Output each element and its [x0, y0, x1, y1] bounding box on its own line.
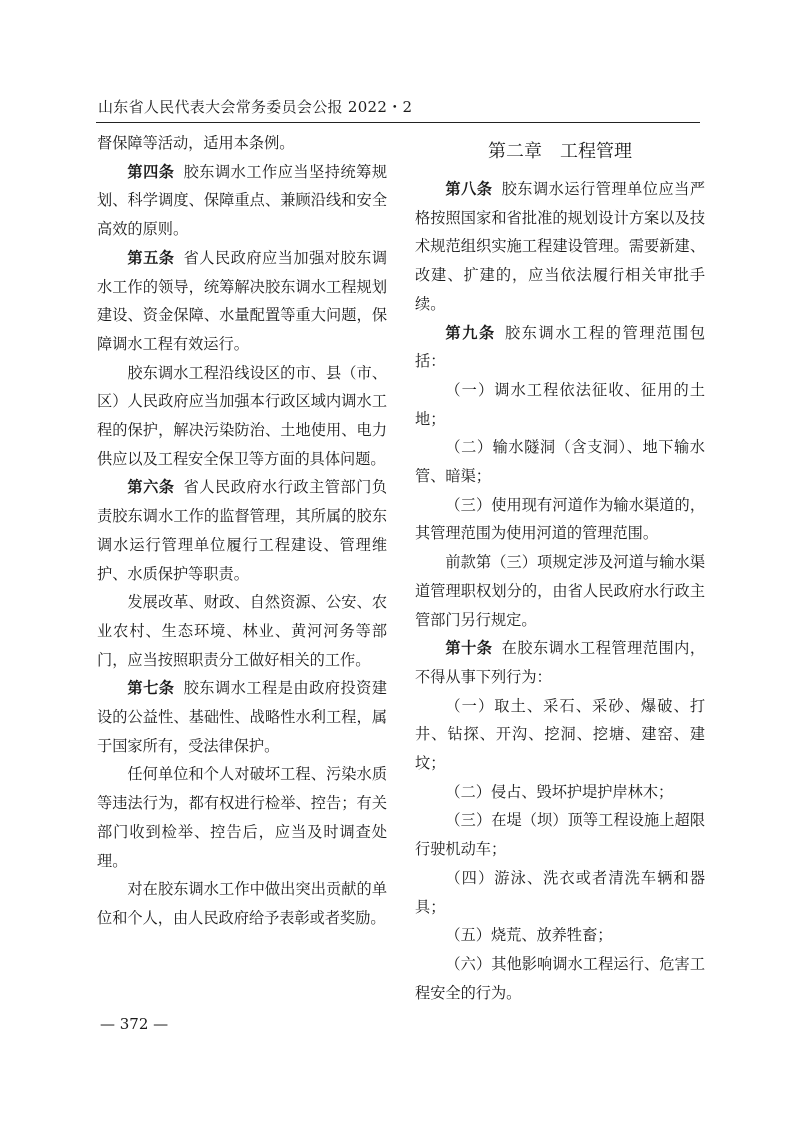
paragraph: [415, 634, 705, 691]
paragraph: [415, 921, 705, 950]
paragraph-text: 在胶东调水工程管理范围内，不得从事下列行为：: [415, 639, 705, 686]
paragraph: [415, 376, 705, 433]
paragraph-text: 前款第（三）项规定涉及河道与输水渠道管理职权划分的，由省人民政府水行政主管部门另行规定。: [415, 553, 705, 629]
paragraph-text: （二）输水隧洞（含支洞）、地下输水管、暗渠；: [415, 438, 705, 486]
paragraph-text: 胶东调水运行管理单位应当严格按照国家和省批准的规划设计方案以及技术规范组织实施工程建设管理。需要新建、改建、扩建的，应当依法履行相关审批手续。: [415, 180, 705, 313]
article-number: 第九条: [445, 323, 496, 342]
paragraph: [97, 244, 387, 359]
article-number: 第五条: [127, 248, 175, 267]
article-number: 第八条: [445, 180, 493, 198]
article-number: 第六条: [127, 478, 175, 497]
paragraph-text: （三）在堤（坝）顶等工程设施上超限行驶机动车；: [415, 811, 705, 859]
paragraph: [97, 129, 387, 158]
paragraph: [97, 875, 387, 932]
paragraph: [415, 692, 705, 778]
paragraph-text: 省人民政府应当加强对胶东调水工作的领导，统筹解决胶东调水工程规划建设、资金保障、水量配置等重大问题，保障调水工程有效运行。: [97, 248, 387, 353]
paragraph-text: （二）侵占、毁坏护堤护岸林木；: [445, 782, 674, 801]
article-number: 第七条: [127, 679, 175, 698]
paragraph: [97, 674, 387, 760]
header-divider: [96, 122, 700, 123]
paragraph: [415, 433, 705, 490]
paragraph: [97, 588, 387, 674]
paragraph-text: 发展改革、财政、自然资源、公安、农业农村、生态环境、林业、黄河河务等部门，应当按照职责分工做好相关的工作。: [97, 593, 387, 669]
paragraph-text: 对在胶东调水工作中做出突出贡献的单位和个人，由人民政府给予表彰或者奖励。: [97, 880, 387, 927]
paragraph: [97, 473, 387, 588]
left-column: [97, 129, 387, 933]
chapter-heading: 第二章 工程管理: [488, 141, 632, 162]
paragraph: [415, 950, 705, 1007]
paragraph: [97, 359, 387, 474]
paragraph-text: 胶东调水工作应当坚持统筹规划、科学调度、保障重点、兼顾沿线和安全高效的原则。: [97, 162, 387, 239]
paragraph: [97, 158, 387, 244]
paragraph: [415, 548, 705, 634]
page-number: — 372 —: [100, 1015, 169, 1033]
paragraph: [415, 491, 705, 548]
paragraph: [415, 778, 705, 807]
journal-header: 山东省人民代表大会常务委员会公报 2022・2: [98, 98, 413, 116]
article-number: 第十条: [445, 639, 493, 658]
paragraph-text: （四）游泳、洗衣或者清洗车辆和器具；: [415, 868, 705, 916]
paragraph-text: 省人民政府水行政主管部门负责胶东调水工作的监督管理，其所属的胶东调水运行管理单位履行工程建设、管理维护、水质保护等职责。: [97, 478, 387, 583]
paragraph: [415, 175, 705, 319]
paragraph-text: （一）取土、采石、采砂、爆破、打井、钻探、开沟、挖洞、挖塘、建窑、建坟；: [415, 696, 705, 773]
paragraph: [415, 319, 705, 376]
paragraph-text: 督保障等活动，适用本条例。: [97, 134, 295, 152]
paragraph: [415, 806, 705, 863]
paragraph-text: 胶东调水工程沿线设区的市、县（市、区）人民政府应当加强本行政区域内调水工程的保护，解决污染防治、土地使用、电力供应以及工程安全保卫等方面的具体问题。: [97, 363, 387, 468]
paragraph-text: （三）使用现有河道作为输水渠道的，其管理范围为使用河道的管理范围。: [415, 495, 705, 543]
right-column: [415, 129, 705, 1007]
paragraph-text: 胶东调水工程的管理范围包括：: [415, 323, 706, 371]
paragraph-text: （五）烧荒、放养牲畜；: [445, 926, 613, 945]
paragraph-text: （六）其他影响调水工程运行、危害工程安全的行为。: [415, 954, 705, 1002]
paragraph-text: 任何单位和个人对破坏工程、污染水质等违法行为，都有权进行检举、控告；有关部门收到检举、控告后，应当及时调查处理。: [97, 765, 387, 870]
right-column-body: [415, 175, 705, 1007]
paragraph: [97, 760, 387, 875]
paragraph-text: （一）调水工程依法征收、征用的土地；: [415, 380, 705, 428]
article-number: 第四条: [127, 162, 175, 181]
paragraph-text: 胶东调水工程是由政府投资建设的公益性、基础性、战略性水利工程，属于国家所有，受法律保护。: [97, 679, 387, 755]
paragraph: [415, 864, 705, 921]
